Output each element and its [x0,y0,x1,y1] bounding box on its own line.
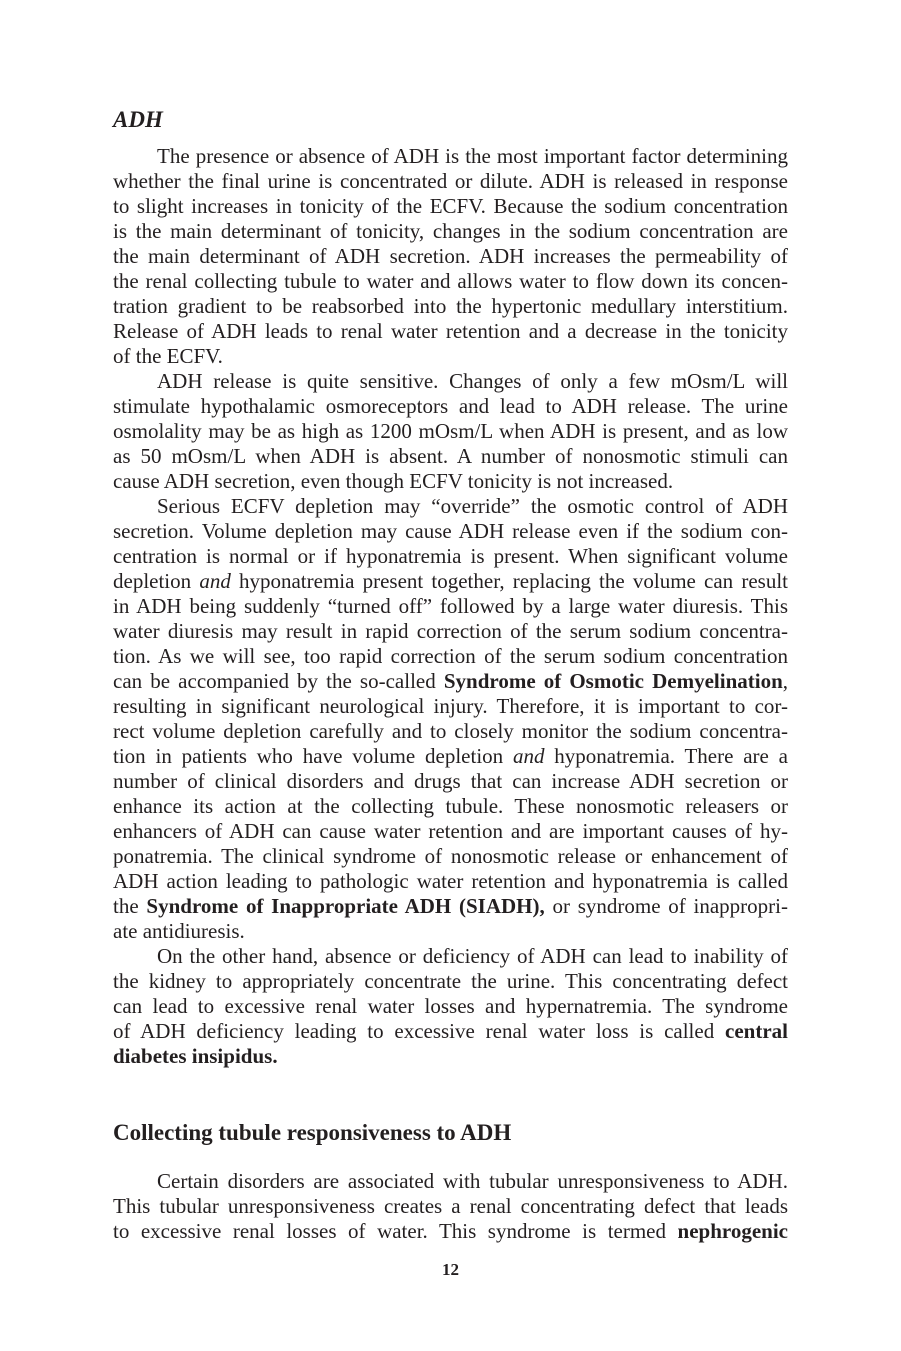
text-run: hyponatremia. There are a [544,744,788,768]
text-line: ate antidiuresis. [113,919,245,943]
section-heading: Collecting tubule responsiveness to ADH [113,1120,512,1145]
text-line: centration is normal or if hyponatremia is present. When significant volume [113,544,788,568]
text-line [113,744,788,769]
text-line: tion. As we will see, too rapid correction of the serum sodium concentration [113,644,788,668]
text-line: cause ADH secretion, even though ECFV tonicity is not increased. [113,469,674,493]
text-line: secretion. Volume depletion may cause ADH release even if the sodium con- [113,519,788,543]
text-run: the [113,894,147,918]
text-run: to excessive renal losses of water. This syndrome is termed [113,1219,678,1243]
text-line: rect volume depletion carefully and to closely monitor the sodium concentra- [113,719,788,743]
text-line: resulting in significant neurological injury. Therefore, it is important to cor- [113,694,788,718]
section-heading: ADH [113,107,163,132]
text-line: This tubular unresponsiveness creates a renal concentrating defect that leads [113,1194,788,1218]
text-line [113,894,788,919]
text-line: ADH release is quite sensitive. Changes of only a few mOsm/L will [157,369,788,393]
bold-term: Syndrome of Osmotic Demyelination [443,669,783,693]
text-line [113,1219,788,1244]
paragraph [113,369,788,494]
page-number: 12 [442,1260,459,1279]
text-line: osmolality may be as high as 1200 mOsm/L when ADH is present, and as low [113,419,788,443]
text-run: hyponatremia present together, replacing the volume can result [230,569,788,593]
text-line: Release of ADH leads to renal water retention and a decrease in the tonicity [113,319,788,343]
text-run: can be accompanied by the so-called [113,669,444,693]
text-run: depletion [113,569,200,593]
text-line: Serious ECFV depletion may “override” the osmotic control of ADH [157,494,788,518]
italic-emphasis: and [199,569,231,593]
text-line [113,569,788,594]
text-run: , [782,669,789,693]
bold-term-line: diabetes insipidus. [113,1044,278,1068]
text-line: tration gradient to be reabsorbed into the hypertonic medullary interstitium. [113,294,788,318]
text-line: can lead to excessive renal water losses and hypernatremia. The syndrome [113,994,788,1018]
text-line: number of clinical disorders and drugs that can increase ADH secretion or [113,769,788,793]
text-line [113,669,788,694]
text-line: is the main determinant of tonicity, changes in the sodium concentration are [113,219,788,243]
bold-term: central [725,1019,788,1043]
paragraph [113,1169,788,1244]
text-line: as 50 mOsm/L when ADH is absent. A number of nonosmotic stimuli can [113,444,788,468]
text-line: in ADH being suddenly “turned off” followed by a large water diuresis. This [113,594,788,618]
text-run: of ADH deficiency leading to excessive renal water loss is called [113,1019,726,1043]
text-run: tion in patients who have volume depletion [113,744,513,768]
text-line: enhance its action at the collecting tubule. These nonosmotic releasers or [113,794,788,818]
text-line: whether the final urine is concentrated or dilute. ADH is released in response [113,169,788,193]
text-line: of the ECFV. [113,344,223,368]
paragraph [113,944,788,1069]
text-line: Certain disorders are associated with tubular unresponsiveness to ADH. [157,1169,788,1193]
text-line: enhancers of ADH can cause water retention and are important causes of hy- [113,819,788,843]
text-line: the kidney to appropriately concentrate the urine. This concentrating defect [113,969,788,993]
text-line: the renal collecting tubule to water and allows water to flow down its concen- [113,269,788,293]
text-line: to slight increases in tonicity of the ECFV. Because the sodium concentration [113,194,788,218]
text-line: ADH action leading to pathologic water retention and hyponatremia is called [113,869,788,893]
text-line: The presence or absence of ADH is the most important factor determining [157,144,788,168]
bold-term: nephrogenic [677,1219,788,1243]
text-line: On the other hand, absence or deficiency of ADH can lead to inability of [157,944,788,968]
text-run: or syndrome of inappropri- [544,894,788,918]
text-line: water diuresis may result in rapid correction of the serum sodium concentra- [113,619,788,643]
text-line: stimulate hypothalamic osmoreceptors and lead to ADH release. The urine [113,394,788,418]
paragraph [113,144,788,369]
text-line [113,1019,788,1044]
text-line: ponatremia. The clinical syndrome of nonosmotic release or enhancement of [113,844,788,868]
paragraph [113,494,788,944]
bold-term: Syndrome of Inappropriate ADH (SIADH), [146,894,545,918]
italic-emphasis: and [512,744,545,768]
text-line: the main determinant of ADH secretion. ADH increases the permeability of [113,244,788,268]
text-column [113,107,788,1244]
